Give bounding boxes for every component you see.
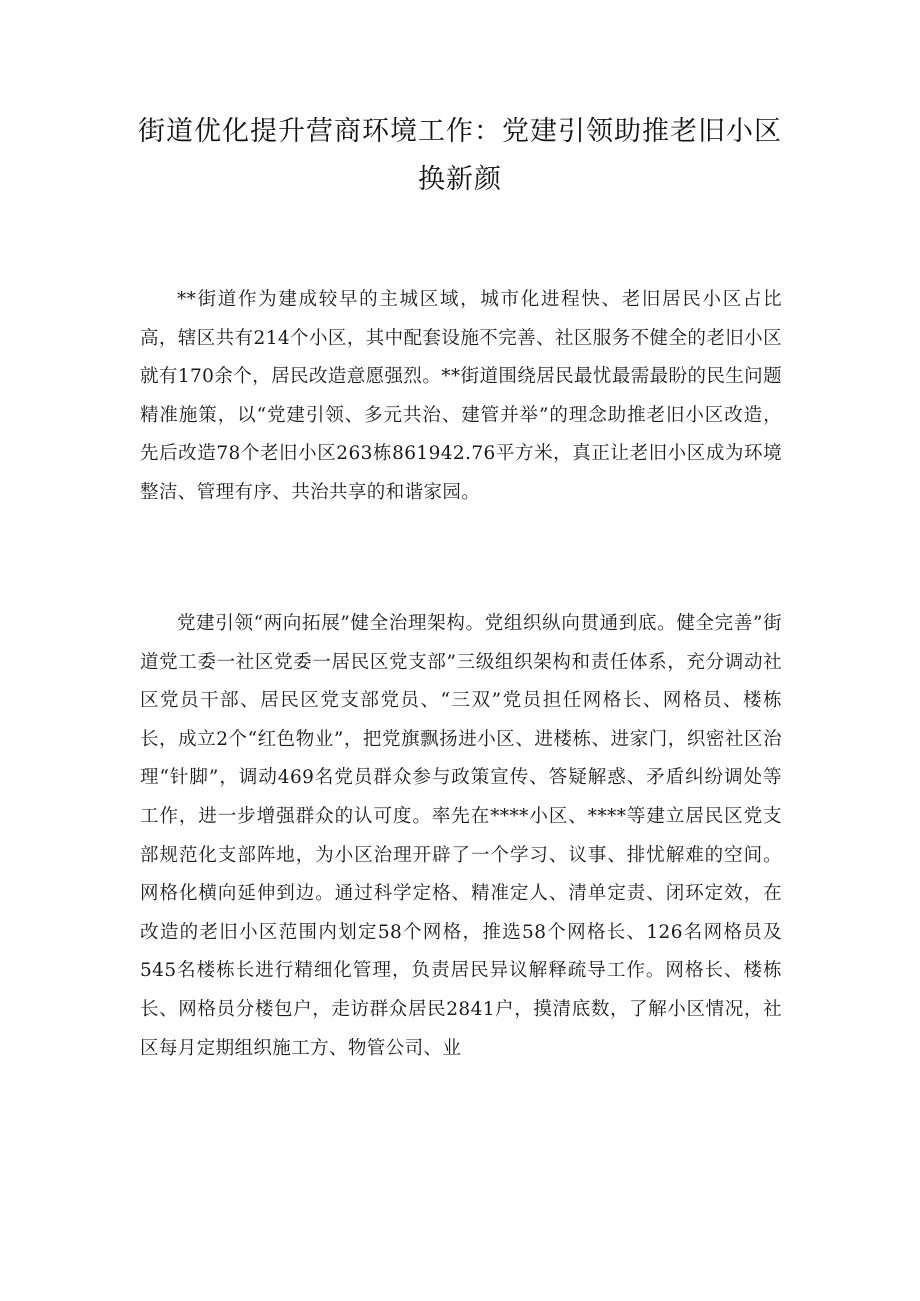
- title-line-2: 换新颜: [418, 164, 502, 195]
- document-title: [100, 108, 820, 204]
- paragraph-party-building: 党建引领“两向拓展”健全治理架构。党组织纵向贯通到底。健全完善”街道党工委一社区党委一居民区党支部”三级组织架构和责任体系，充分调动社区党员干部、居民区党支部党员、“三双”党员担任网格长、网格员、楼栋长，成立2个“红色物业”，把党旗飘扬进小区、进楼栋、进家门，织密社区治理“针脚”，调动469名党员群众参与政策宣传、答疑解惑、矛盾纠纷调处等工作，进一步增强群众的认可度。率先在****小区、****等建立居民区党支部规范化支部阵地，为小区治理开辟了一个学习、议事、排忧解难的空间。网格化横向延伸到边。通过科学定格、精准定人、清单定责、闭环定效，在改造的老旧小区范围内划定58个网格，推选58个网格长、126名网格员及545名楼栋长进行精细化管理，负责居民异议解释疏导工作。网格长、楼栋长、网格员分楼包户，走访群众居民2841户，摸清底数，了解小区情况，社区每月定期组织施工方、物管公司、业: [140, 613, 782, 1059]
- paragraph-intro: **街道作为建成较早的主城区域，城市化进程快、老旧居民小区占比高，辖区共有214个小区，其中配套设施不完善、社区服务不健全的老旧小区就有170余个，居民改造意愿强烈。**街道围绕居民最忧最需最盼的民生问题精准施策，以“党建引领、多元共治、建管并举”的理念助推老旧小区改造，先后改造78个老旧小区263栋861942.76平方米，真正让老旧小区成为环境整洁、管理有序、共治共享的和谐家园。: [140, 289, 782, 503]
- title-line-1: 街道优化提升营商环境工作：党建引领助推老旧小区: [138, 116, 782, 147]
